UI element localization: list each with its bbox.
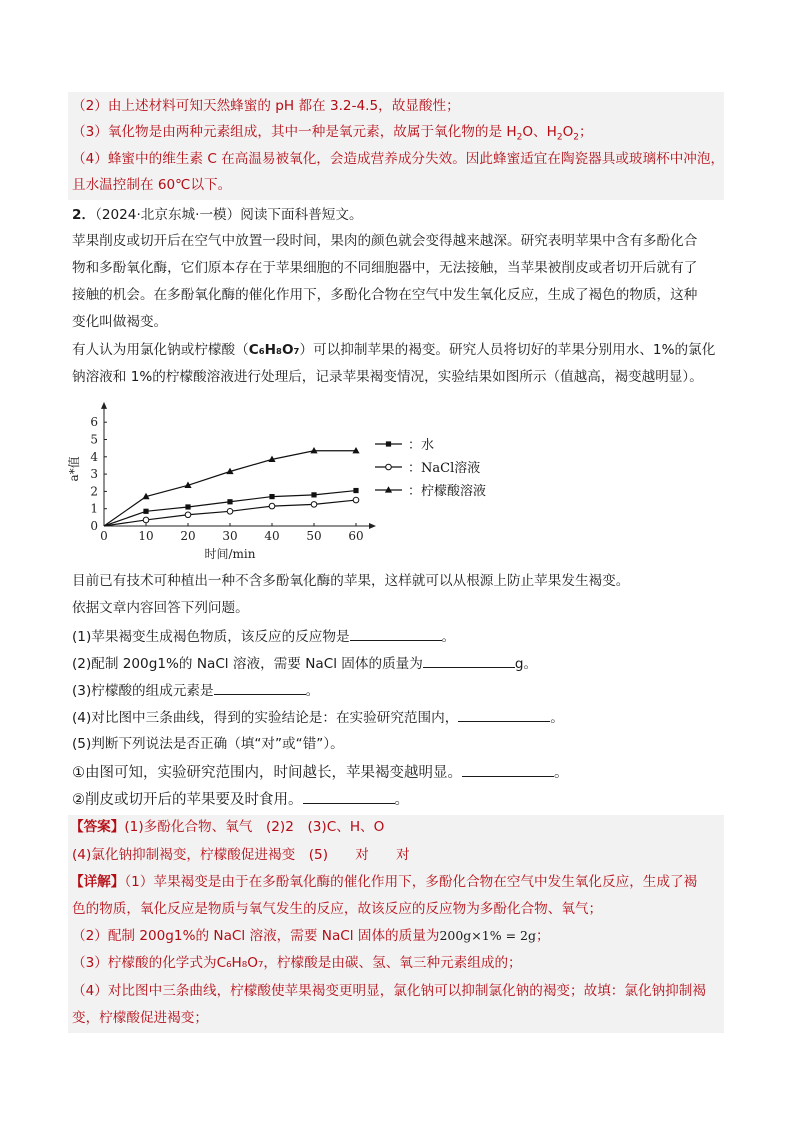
- sub-question-5: (5)判断下列说法是否正确（填“对”或“错”）。: [72, 736, 344, 752]
- subscript: 2: [556, 132, 563, 143]
- prev-answer-line-2: （2）由上述材料可知天然蜂蜜的 pH 都在 3.2-4.5，故显酸性；: [72, 98, 460, 114]
- x-axis-arrow: [369, 523, 376, 529]
- detail-label: 【详解】: [70, 874, 125, 890]
- answer-blank-4[interactable]: [458, 707, 550, 722]
- prev-answer-line-4a: （4）蜂蜜中的维生素 C 在高温易被氧化，会造成营养成分失效。因此蜂蜜适宜在陶瓷器具或玻璃杯中冲泡，: [72, 151, 725, 167]
- punct: 。: [394, 792, 409, 808]
- detail-line-4: [72, 953, 522, 973]
- y-tick-label: 2: [90, 484, 98, 499]
- text-segment: O、H: [522, 124, 557, 140]
- answer-label: 【答案】: [70, 819, 125, 835]
- text-segment: ；: [579, 124, 593, 140]
- answer-text: (1)多酚化合物、氧气 (2)2 (3)C、H、O: [124, 819, 385, 835]
- legend-marker: [386, 464, 392, 470]
- data-point: [143, 517, 149, 523]
- subscript: 2: [573, 132, 580, 143]
- chart-axes: [66, 402, 376, 561]
- x-tick-label: 10: [138, 529, 154, 543]
- data-point: [311, 492, 316, 497]
- passage-line-7: 目前已有技术可种植出一种不含多酚氧化酶的苹果，这样就可以从根源上防止苹果发生褐变。: [72, 573, 630, 589]
- data-point: [143, 509, 148, 514]
- answer-blank-5-1[interactable]: [462, 762, 554, 777]
- detail-text: （1）苹果褐变是由于在多酚氧化酶的催化作用下，多酚化合物在空气中发生氧化反应，生成了褐: [124, 874, 698, 890]
- subscript: 2: [516, 132, 523, 143]
- series-line: [104, 451, 356, 526]
- punct: g。: [514, 656, 538, 672]
- answer-blank-3[interactable]: [214, 680, 306, 695]
- text-segment: O: [562, 124, 574, 140]
- question-header: [72, 205, 363, 225]
- sub-question-1: [72, 626, 455, 647]
- y-tick-label: 4: [90, 449, 98, 464]
- calc-formula: 200g×1% = 2g: [439, 928, 536, 943]
- detail-line-6: 变，柠檬酸促进褐变；: [72, 1010, 208, 1026]
- y-tick-label: 6: [90, 415, 98, 430]
- legend-label: ：NaCl溶液: [408, 461, 481, 476]
- answer-blank-5-2[interactable]: [303, 789, 395, 804]
- x-tick-label: 50: [306, 529, 322, 543]
- passage-line-4: 变化叫做褐变。: [72, 314, 168, 330]
- legend-label: ：柠檬酸溶液: [408, 484, 487, 499]
- chemical-formula: C₆H₈O₇: [216, 955, 264, 971]
- detail-text: ，柠檬酸是由碳、氢、氧三种元素组成的；: [263, 955, 522, 971]
- question-text: ②削皮或切开后的苹果要及时食用。: [72, 792, 303, 808]
- answer-line-1: [70, 817, 384, 837]
- x-tick-label: 20: [180, 529, 196, 543]
- answer-blank-2[interactable]: [423, 653, 515, 668]
- x-tick-label: 0: [100, 529, 108, 543]
- detail-line-2: 色的物质，氧化反应是物质与氧气发生的反应，故该反应的反应物为多酚化合物、氧气；: [72, 901, 603, 917]
- data-point: [353, 497, 359, 503]
- y-axis-arrow: [101, 402, 107, 409]
- data-point: [269, 494, 274, 499]
- question-text: (1)苹果褐变生成褐色物质，该反应的反应物是: [72, 629, 350, 645]
- question-text: (4)对比图中三条曲线，得到的实验结论是：在实验研究范围内，: [72, 710, 459, 726]
- data-point: [185, 504, 190, 509]
- text-segment: ）可以抑制苹果的褐变。研究人员将切好的苹果分别用水、1%的氯化: [299, 342, 716, 358]
- passage-line-5: [72, 340, 715, 360]
- sub-question-3: [72, 680, 319, 701]
- chart-legend: [375, 437, 486, 499]
- question-text: ①由图可知，实验研究范围内，时间越长，苹果褐变越明显。: [72, 765, 462, 781]
- y-tick-label: 3: [90, 467, 98, 482]
- y-tick-label: 1: [90, 501, 98, 516]
- legend-label: ：水: [408, 438, 435, 453]
- prev-answer-line-4b: 且水温控制在 60℃以下。: [72, 177, 232, 193]
- legend-marker: [386, 441, 391, 446]
- answer-blank-1[interactable]: [350, 626, 442, 641]
- sub-question-2: [72, 653, 537, 674]
- data-point: [311, 502, 317, 508]
- chemical-formula: C₆H₈O₇: [248, 342, 300, 358]
- data-point: [185, 512, 191, 518]
- sub-question-5-2: [72, 789, 409, 810]
- detail-line-1: [70, 872, 697, 892]
- punct: ；: [535, 928, 550, 944]
- y-tick-label: 0: [90, 519, 98, 533]
- y-tick-label: 5: [90, 432, 98, 447]
- detail-line-5: （4）对比图中三条曲线，柠檬酸使苹果褐变更明显，氯化钠可以抑制氯化钠的褐变；故填：氯化钠抑制褐: [72, 983, 706, 999]
- data-point: [227, 499, 232, 504]
- passage-line-3: 接触的机会。在多酚氧化酶的催化作用下，多酚化合物在空气中发生氧化反应，生成了褐色的物质，这种: [72, 287, 698, 303]
- detail-line-3: [72, 926, 550, 946]
- sub-question-4: [72, 707, 564, 728]
- x-tick-label: 40: [264, 529, 280, 543]
- x-axis-title: 时间/min: [204, 547, 256, 561]
- question-instruction: 阅读下面科普短文。: [240, 207, 363, 223]
- detail-text: （3）柠檬酸的化学式为: [72, 955, 217, 971]
- question-text: (2)配制 200g1%的 NaCl 溶液，需要 NaCl 固体的质量为: [72, 656, 423, 672]
- browning-chart: [60, 400, 520, 570]
- y-axis-title: a*值: [67, 456, 81, 482]
- x-tick-label: 30: [222, 529, 238, 543]
- passage-line-2: 物和多酚氧化酶，它们原本存在于苹果细胞的不同细胞器中，无法接触，当苹果被削皮或者切开后就有了: [72, 260, 698, 276]
- instruction-line: 依据文章内容回答下列问题。: [72, 600, 249, 616]
- punct: 。: [441, 629, 456, 645]
- passage-line-6: 钠溶液和 1%的柠檬酸溶液进行处理后，记录苹果褐变情况，实验结果如图所示（值越高，褐变越明显）。: [72, 369, 703, 385]
- detail-text: （2）配制 200g1%的 NaCl 溶液，需要 NaCl 固体的质量为: [72, 928, 440, 944]
- punct: 。: [305, 683, 320, 699]
- x-tick-label: 60: [348, 529, 364, 543]
- punct: 。: [550, 710, 564, 726]
- sub-question-5-1: [72, 762, 569, 783]
- passage-line-1: 苹果削皮或切开后在空气中放置一段时间，果肉的颜色就会变得越来越深。研究表明苹果中含有多酚化合: [72, 233, 698, 249]
- punct: 。: [554, 765, 569, 781]
- prev-answer-line-3: [72, 122, 593, 148]
- data-point: [227, 508, 233, 514]
- text-segment: 有人认为用氯化钠或柠檬酸（: [72, 342, 249, 358]
- data-point: [269, 503, 275, 509]
- text-segment: （3）氧化物是由两种元素组成，其中一种是氧元素，故属于氧化物的是 H: [72, 124, 517, 140]
- question-source: （2024·北京东城·一模）: [95, 207, 241, 223]
- answer-line-2: (4)氯化钠抑制褐变，柠檬酸促进褐变 (5) 对 对: [72, 847, 410, 863]
- question-number: 2．: [72, 207, 96, 223]
- data-point: [353, 488, 358, 493]
- question-text: (3)柠檬酸的组成元素是: [72, 683, 214, 699]
- chart-marks: [104, 447, 360, 526]
